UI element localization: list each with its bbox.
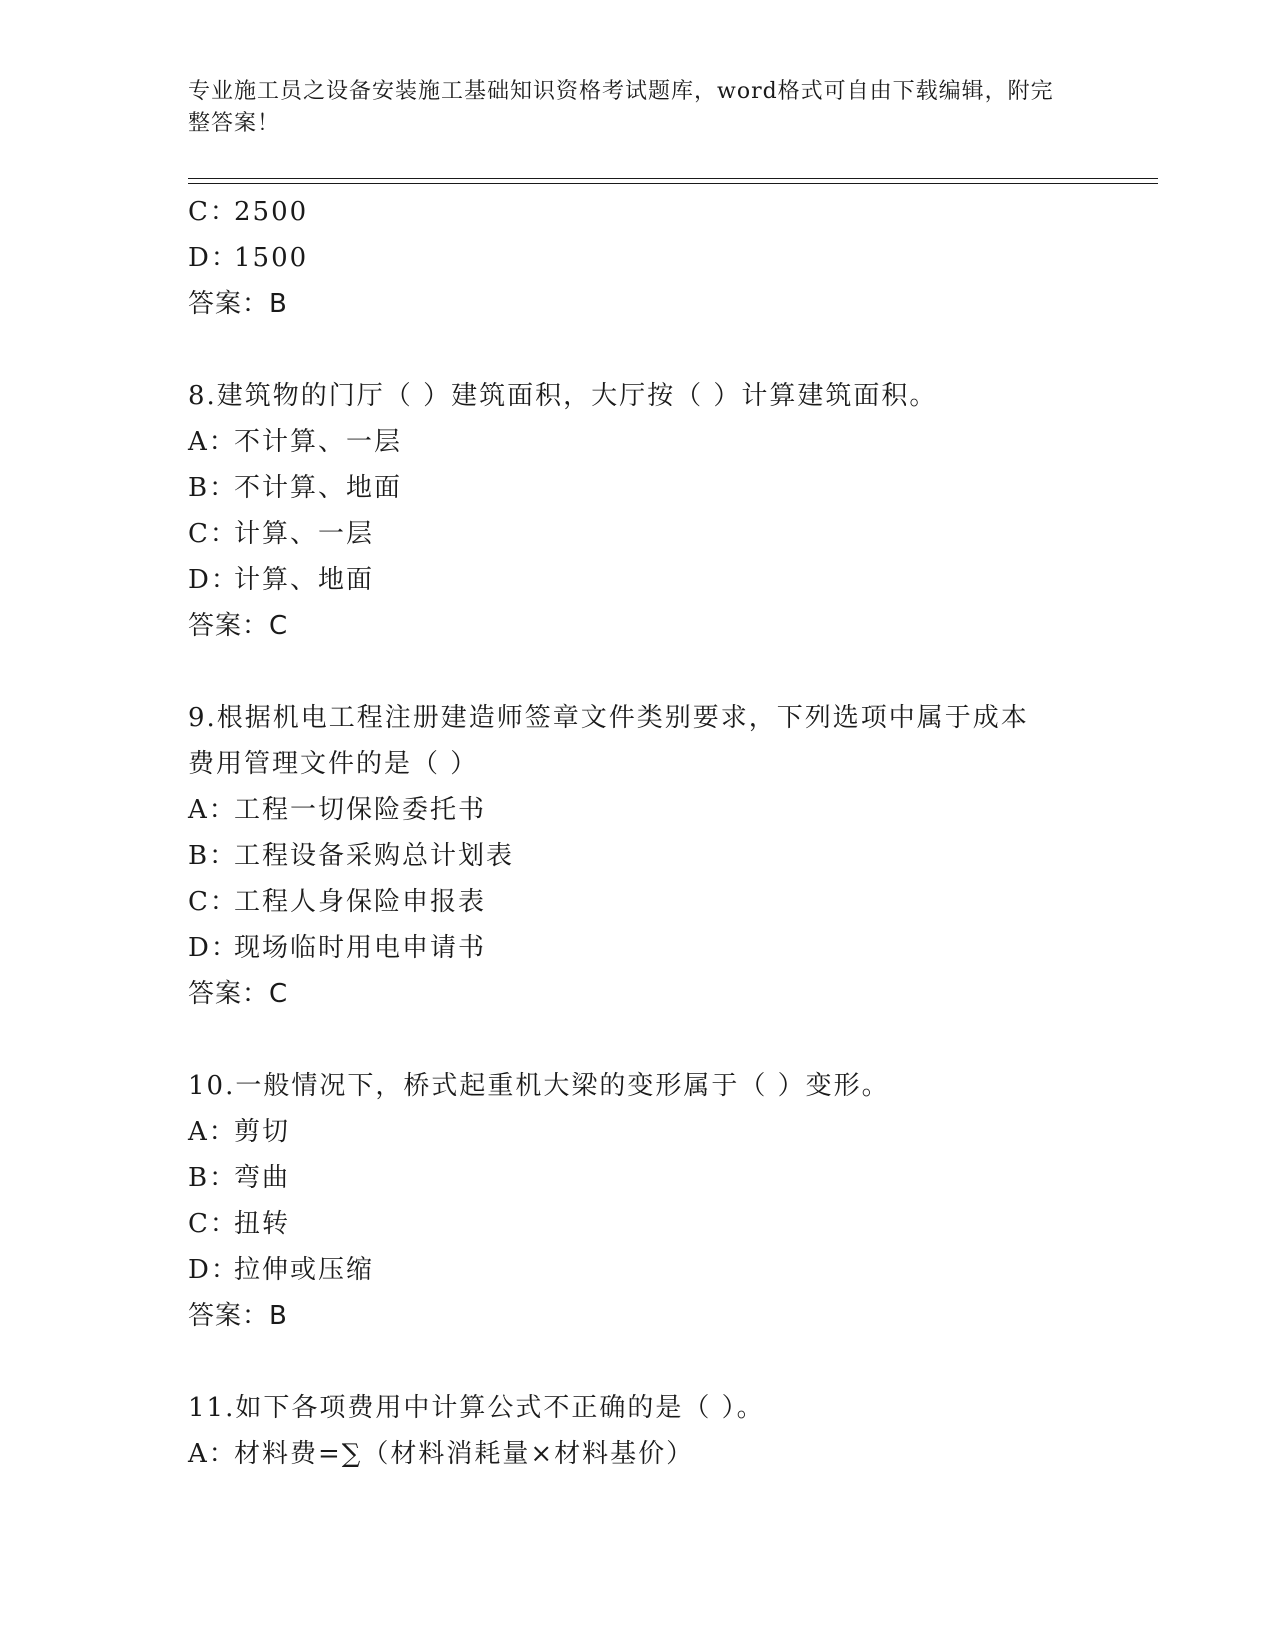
option-text: 1500 [234, 243, 309, 273]
option-label: B： [188, 473, 238, 503]
option-row [188, 787, 1158, 833]
option-row [188, 1201, 1158, 1247]
option-text: 弯曲 [234, 1163, 291, 1193]
option-row [188, 925, 1158, 971]
option-row [188, 511, 1158, 557]
option-label: A： [188, 427, 237, 457]
option-row [188, 1431, 1158, 1477]
option-label: C： [188, 887, 238, 917]
option-label: D： [188, 933, 239, 963]
option-row [188, 833, 1158, 879]
option-text: 现场临时用电申请书 [234, 933, 487, 963]
option-label: A： [188, 1439, 237, 1469]
option-text: 材料费=∑（材料消耗量×材料基价） [234, 1439, 695, 1469]
option-row [188, 235, 1158, 281]
question-stem: 9.根据机电工程注册建造师签章文件类别要求，下列选项中属于成本费用管理文件的是（ ） [188, 703, 1029, 779]
option-text: 拉伸或压缩 [234, 1255, 375, 1285]
question-list [188, 189, 1158, 1477]
question-stem: 10.一般情况下，桥式起重机大梁的变形属于（ ）变形。 [188, 1071, 890, 1101]
document-page [188, 0, 1158, 1650]
option-text: 工程设备采购总计划表 [234, 841, 515, 871]
answer-line: 答案：C [188, 979, 289, 1009]
option-row [188, 189, 1158, 235]
option-text: 不计算、一层 [234, 427, 403, 457]
option-label: C： [188, 1209, 238, 1239]
option-label: B： [188, 1163, 238, 1193]
option-row [188, 557, 1158, 603]
question-stem: 8.建筑物的门厅（ ）建筑面积，大厅按（ ）计算建筑面积。 [188, 381, 938, 411]
option-label: D： [188, 243, 239, 273]
option-text: 扭转 [234, 1209, 291, 1239]
option-text: 2500 [234, 197, 309, 227]
option-row [188, 1109, 1158, 1155]
page-header: 专业施工员之设备安装施工基础知识资格考试题库，word格式可自由下载编辑，附完整答案！ [188, 79, 1054, 136]
option-text: 不计算、地面 [234, 473, 403, 503]
option-text: 计算、地面 [234, 565, 375, 595]
option-label: C： [188, 519, 238, 549]
option-text: 计算、一层 [234, 519, 375, 549]
option-label: A： [188, 1117, 237, 1147]
option-row [188, 1155, 1158, 1201]
option-row [188, 879, 1158, 925]
option-label: C： [188, 197, 238, 227]
answer-line: 答案：C [188, 611, 289, 641]
answer-line: 答案：B [188, 289, 288, 319]
option-label: B： [188, 841, 238, 871]
option-label: D： [188, 565, 239, 595]
option-text: 剪切 [234, 1117, 291, 1147]
option-text: 工程一切保险委托书 [234, 795, 487, 825]
option-text: 工程人身保险申报表 [234, 887, 487, 917]
header-divider-top [188, 178, 1158, 179]
question-stem: 11.如下各项费用中计算公式不正确的是（ ）。 [188, 1393, 765, 1423]
option-row [188, 1247, 1158, 1293]
option-label: D： [188, 1255, 239, 1285]
answer-line: 答案：B [188, 1301, 288, 1331]
header-divider-bottom [188, 183, 1158, 184]
option-label: A： [188, 795, 237, 825]
option-row [188, 465, 1158, 511]
option-row [188, 419, 1158, 465]
